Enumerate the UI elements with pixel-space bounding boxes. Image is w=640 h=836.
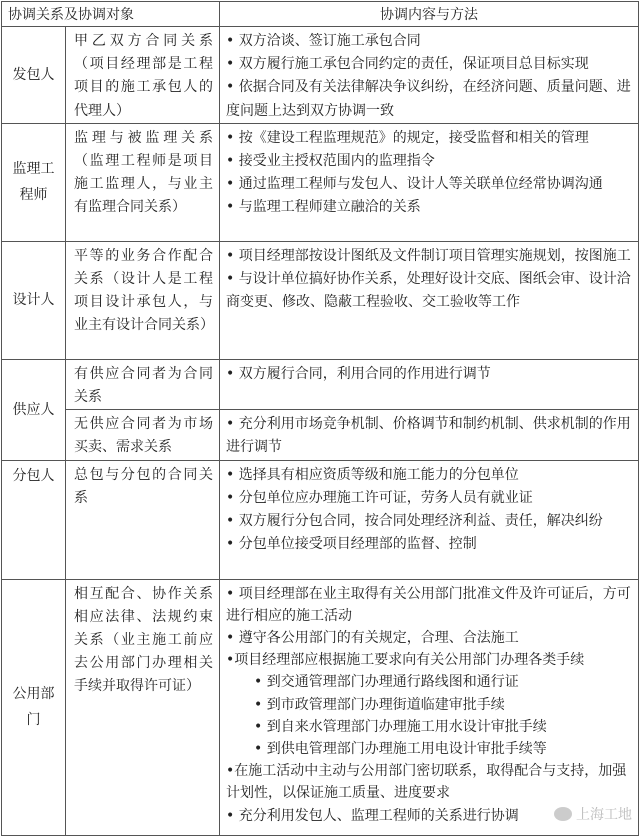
list-item: • 双方洽谈、签订施工承包合同 xyxy=(226,33,421,49)
method-cell xyxy=(220,410,639,460)
watermark-text: 上海工地 xyxy=(576,807,632,823)
wechat-icon xyxy=(554,807,572,821)
list-item: • 项目经理部按设计图纸及文件制订项目管理实施规划，按图施工 xyxy=(226,247,631,264)
list-item: • 接受业主授权范围内的监理指令 xyxy=(226,153,435,170)
list-item: • 按《建设工程监理规范》的规定，接受监督和相关的管理 xyxy=(226,129,589,146)
list-item: • 通过监理工程师与发包人、设计人等关联单位经常协调沟通 xyxy=(226,176,603,193)
list-item: •在施工活动中主动与公用部门密切联系，取得配合与支持，加强计划性，以保证施工质量、进度要求 xyxy=(226,763,627,802)
table-row xyxy=(2,123,639,241)
list-item: • 选择具有相应资质等级和施工能力的分包单位 xyxy=(226,466,519,483)
table-row xyxy=(2,359,639,409)
relation-cell: 有供应合同者为合同关系 xyxy=(66,359,220,409)
relation-cell: 无供应合同者为市场买卖、需求关系 xyxy=(66,410,220,460)
party-cell: 供应人 xyxy=(2,359,66,460)
list-item: • 依据合同及有关法律解决争议纠纷，在经济问题、质量问题、进度问题上达到双方协调一致 xyxy=(226,79,631,119)
table-row xyxy=(2,410,639,460)
method-cell xyxy=(220,27,639,124)
list-item: • 分包单位应办理施工许可证，劳务人员有就业证 xyxy=(226,489,533,506)
list-item: • 遵守各公用部门的有关规定，合理、合法施工 xyxy=(226,630,519,647)
relation-cell: 相互配合、协作关系相应法律、法规约束关系（业主施工前应去公用部门办理相关手续并取得许可证） xyxy=(66,579,220,835)
relation-cell: 总包与分包的合同关系 xyxy=(66,460,220,579)
method-cell xyxy=(220,460,639,579)
party-cell: 设计人 xyxy=(2,241,66,359)
party-cell: 发包人 xyxy=(2,27,66,124)
list-item: • 到供电管理部门办理施工用电设计审批手续等 xyxy=(254,741,547,758)
relation-cell: 监理与被监理关系（监理工程师是项目施工监理人，与业主有监理合同关系） xyxy=(66,123,220,241)
watermark xyxy=(554,804,632,824)
list-item: • 分包单位接受项目经理部的监督、控制 xyxy=(226,536,477,553)
list-item: • 项目经理部在业主取得有关公用部门批准文件及许可证后，方可进行相应的施工活动 xyxy=(226,585,631,624)
list-item: • 双方履行施工承包合同约定的责任，保证项目总目标实现 xyxy=(226,56,589,73)
method-cell xyxy=(220,579,639,835)
list-item: • 到自来水管理部门办理施工用水设计审批手续 xyxy=(254,718,547,735)
list-item: •项目经理部应根据施工要求向有关公用部门办理各类手续 xyxy=(226,652,585,669)
coordination-table xyxy=(1,1,639,836)
party-cell: 监理工程师 xyxy=(2,123,66,241)
method-cell xyxy=(220,359,639,409)
list-item: • 到市政管理部门办理街道临建审批手续 xyxy=(254,696,505,713)
table-row xyxy=(2,241,639,359)
party-cell: 公用部门 xyxy=(2,579,66,835)
party-cell: 分包人 xyxy=(2,460,66,579)
header-method: 协调内容与方法 xyxy=(220,2,639,27)
relation-cell: 甲乙双方合同关系（项目经理部是工程项目的施工承包人的代理人） xyxy=(66,27,220,124)
relation-cell: 平等的业务合作配合关系（设计人是工程项目设计承包人，与业主有设计合同关系） xyxy=(66,241,220,359)
list-item: • 与监理工程师建立融洽的关系 xyxy=(226,199,421,216)
header-row xyxy=(2,2,639,27)
list-item: • 到交通管理部门办理通行路线图和通行证 xyxy=(254,674,519,691)
table-row xyxy=(2,579,639,835)
list-item: • 与设计单位搞好协作关系，处理好设计交底、图纸会审、设计洽商变更、修改、隐蔽工程验收、交工验收等工作 xyxy=(226,271,631,311)
list-item: • 双方履行分包合同，按合同处理经济利益、责任，解决纠纷 xyxy=(226,513,603,530)
list-item: • 充分利用发包人、监理工程师的关系进行协调 xyxy=(226,807,519,824)
list-item: • 充分利用市场竞争机制、价格调节和制约机制、供求机制的作用进行调节 xyxy=(226,416,631,456)
method-cell xyxy=(220,123,639,241)
list-item: • 双方履行合同，利用合同的作用进行调节 xyxy=(226,365,491,382)
method-cell xyxy=(220,241,639,359)
header-relation: 协调关系及协调对象 xyxy=(2,2,220,27)
table-row xyxy=(2,460,639,579)
table-row xyxy=(2,27,639,124)
